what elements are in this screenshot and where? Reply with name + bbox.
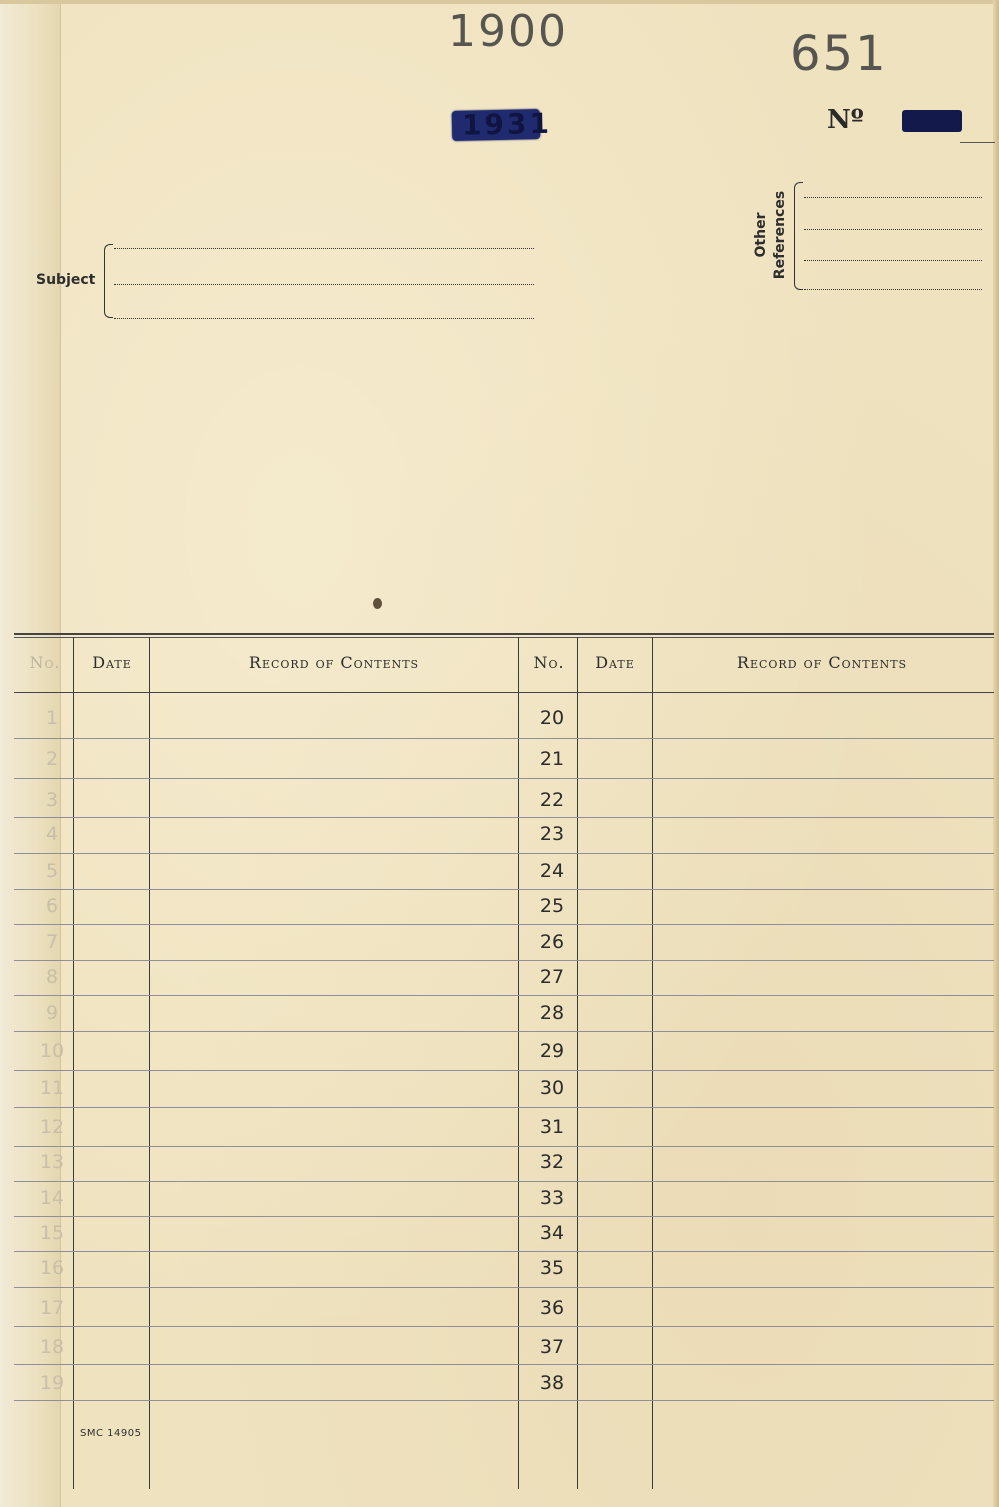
row-number-right: 24 bbox=[539, 860, 565, 882]
table-row-rule bbox=[14, 1216, 994, 1217]
table-top-rule-inner bbox=[14, 637, 994, 638]
table-row-rule bbox=[14, 817, 994, 818]
row-number-right: 32 bbox=[539, 1151, 565, 1173]
row-number-left: 9 bbox=[45, 1002, 59, 1024]
other-references-brace bbox=[794, 182, 803, 290]
row-number-left: 3 bbox=[45, 789, 59, 811]
number-label: Nº bbox=[827, 105, 864, 135]
table-row-rule bbox=[14, 1364, 994, 1365]
table-row-rule bbox=[14, 853, 994, 854]
header-no-left: No. bbox=[29, 653, 61, 672]
table-row-rule bbox=[14, 995, 994, 996]
ink-spot bbox=[373, 598, 382, 609]
row-number-right: 28 bbox=[539, 1002, 565, 1024]
col-divider-no-date-right bbox=[577, 637, 578, 1489]
subject-label: Subject bbox=[36, 272, 96, 288]
header-date-right: Date bbox=[595, 653, 635, 672]
header-no-right: No. bbox=[533, 653, 565, 672]
table-row-rule bbox=[14, 1146, 994, 1147]
row-number-right: 31 bbox=[539, 1116, 565, 1138]
col-divider-center bbox=[518, 637, 519, 1489]
table-row-rule bbox=[14, 1031, 994, 1032]
other-ref-line-4[interactable] bbox=[804, 289, 982, 290]
redacted-year-text: 1931 bbox=[461, 106, 553, 142]
row-number-right: 37 bbox=[539, 1336, 565, 1358]
table-row-rule bbox=[14, 1326, 994, 1327]
table-row-rule bbox=[14, 738, 994, 739]
other-ref-line-1[interactable] bbox=[804, 197, 982, 198]
row-number-left: 16 bbox=[39, 1257, 65, 1279]
row-number-right: 36 bbox=[539, 1297, 565, 1319]
row-number-left: 6 bbox=[45, 895, 59, 917]
row-number-left: 2 bbox=[45, 748, 59, 770]
row-number-right: 29 bbox=[539, 1040, 565, 1062]
table-row-rule bbox=[14, 924, 994, 925]
subject-line-2[interactable] bbox=[114, 284, 534, 285]
number-underline bbox=[960, 142, 995, 143]
row-number-left: 4 bbox=[45, 823, 59, 845]
other-references-label bbox=[752, 180, 790, 290]
table-row-rule bbox=[14, 889, 994, 890]
header-record-left: Record of Contents bbox=[248, 653, 420, 672]
other-ref-line-3[interactable] bbox=[804, 260, 982, 261]
other-ref-line-2[interactable] bbox=[804, 229, 982, 230]
row-number-right: 20 bbox=[539, 707, 565, 729]
row-number-left: 19 bbox=[39, 1372, 65, 1394]
subject-brace bbox=[104, 244, 113, 318]
file-number-stamp: 651 bbox=[790, 26, 888, 82]
header-date-left: Date bbox=[92, 653, 132, 672]
table-top-rule bbox=[14, 633, 994, 635]
row-number-left: 18 bbox=[39, 1336, 65, 1358]
row-number-left: 12 bbox=[39, 1116, 65, 1138]
row-number-right: 25 bbox=[539, 895, 565, 917]
table-row-rule bbox=[14, 1287, 994, 1288]
row-number-right: 30 bbox=[539, 1077, 565, 1099]
row-number-left: 15 bbox=[39, 1222, 65, 1244]
table-row-rule bbox=[14, 1400, 994, 1401]
row-number-right: 35 bbox=[539, 1257, 565, 1279]
row-number-left: 10 bbox=[39, 1040, 65, 1062]
row-number-right: 26 bbox=[539, 931, 565, 953]
row-number-left: 17 bbox=[39, 1297, 65, 1319]
row-number-left: 8 bbox=[45, 966, 59, 988]
row-number-left: 7 bbox=[45, 931, 59, 953]
row-number-left: 5 bbox=[45, 860, 59, 882]
subject-line-1[interactable] bbox=[114, 248, 534, 249]
right-edge bbox=[993, 0, 999, 1507]
col-divider-no-date-left bbox=[73, 637, 74, 1489]
table-row-rule bbox=[14, 1107, 994, 1108]
row-number-left: 14 bbox=[39, 1187, 65, 1209]
table-row-rule bbox=[14, 1181, 994, 1182]
table-row-rule bbox=[14, 1070, 994, 1071]
subject-line-3[interactable] bbox=[114, 318, 534, 319]
row-number-right: 23 bbox=[539, 823, 565, 845]
row-number-right: 27 bbox=[539, 966, 565, 988]
row-number-right: 22 bbox=[539, 789, 565, 811]
header-record-right: Record of Contents bbox=[736, 653, 908, 672]
redacted-year-mark bbox=[452, 106, 553, 142]
other-references-line-1: Other bbox=[753, 212, 769, 258]
redacted-number-mark bbox=[902, 110, 962, 132]
row-number-left: 1 bbox=[45, 707, 59, 729]
col-divider-date-record-right bbox=[652, 637, 653, 1489]
table-row-rule bbox=[14, 778, 994, 779]
col-divider-date-record-left bbox=[149, 637, 150, 1489]
row-number-right: 34 bbox=[539, 1222, 565, 1244]
row-number-left: 11 bbox=[39, 1077, 65, 1099]
other-references-line-2: References bbox=[772, 190, 788, 280]
table-row-rule bbox=[14, 1251, 994, 1252]
header-bottom-rule bbox=[14, 692, 994, 693]
row-number-right: 21 bbox=[539, 748, 565, 770]
top-edge bbox=[0, 0, 999, 4]
row-number-right: 38 bbox=[539, 1372, 565, 1394]
row-number-right: 33 bbox=[539, 1187, 565, 1209]
form-code: SMC 14905 bbox=[80, 1428, 142, 1439]
table-row-rule bbox=[14, 960, 994, 961]
row-number-left: 13 bbox=[39, 1151, 65, 1173]
year-stamp: 1900 bbox=[448, 6, 568, 57]
